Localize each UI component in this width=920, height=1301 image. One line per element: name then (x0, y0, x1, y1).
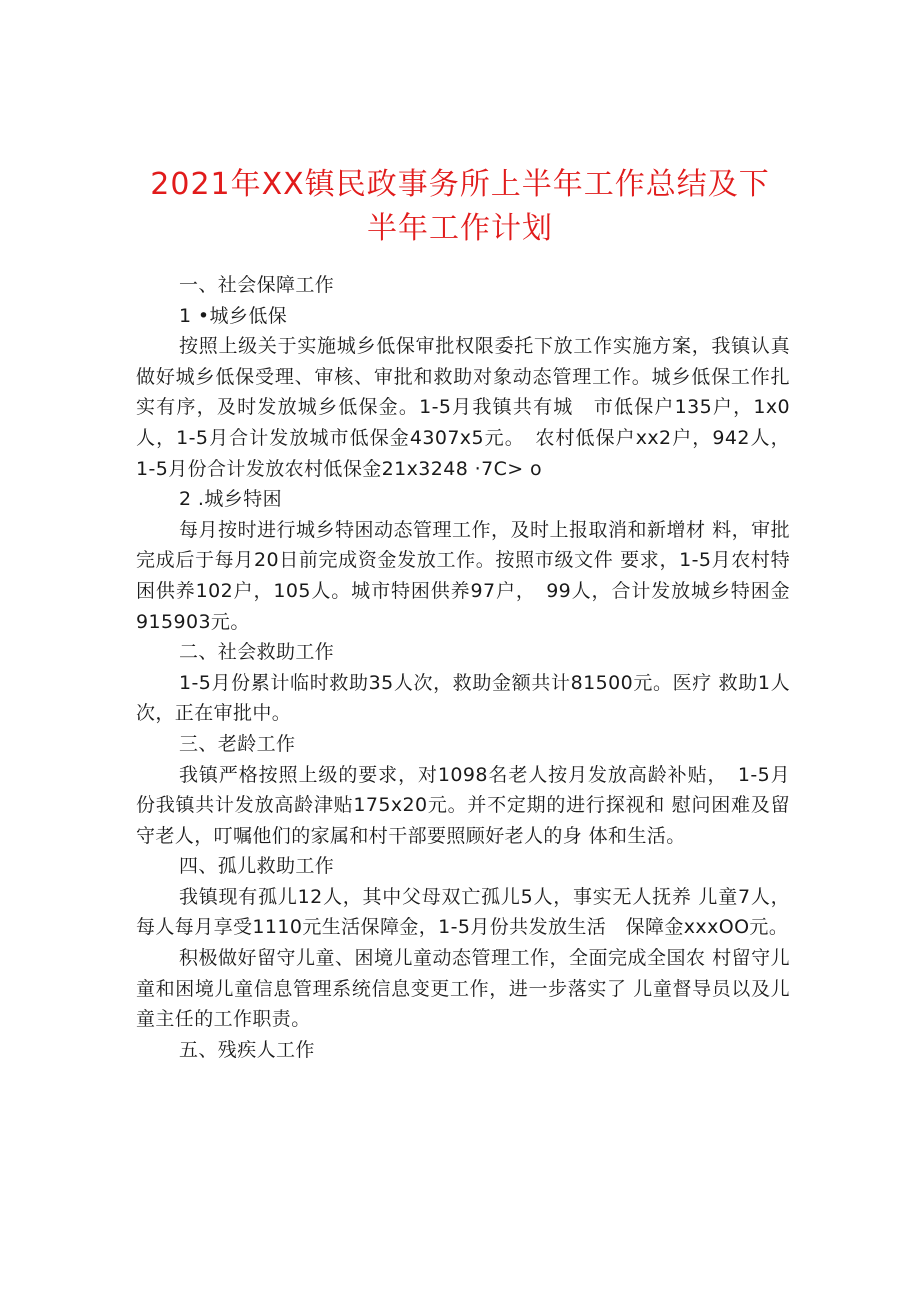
paragraph-elderly: 我镇严格按照上级的要求，对1098名老人按月发放高龄补贴， 1-5月份我镇共计发放高龄津贴175x20元。并不定期的进行探视和 慰问困难及留守老人，叮嘱他们的家属和村干部要照顾好老人的身 体和生活。 (136, 763, 790, 847)
subheading-urban-rural-extreme-poverty: 2 .城乡特困 (179, 488, 282, 511)
paragraph-extreme-poverty: 每月按时进行城乡特困动态管理工作，及时上报取消和新增材 料，审批完成后于每月20日前完成资金发放工作。按照市级文件 要求，1-5月农村特困供养102户，105人。城市特困供养97户， 99人，合计发放城乡特困金915903元。 (136, 518, 790, 633)
paragraph-social-assistance: 1-5月份累计临时救助35人次，救助金额共计81500元。医疗 救助1人次，正在审批中。 (136, 671, 790, 725)
section-heading-elderly: 三、老龄工作 (179, 732, 296, 755)
title-line-1: 2021年XX镇民政事务所上半年工作总结及下 (150, 167, 770, 202)
section-heading-orphan-assistance: 四、孤儿救助工作 (179, 855, 335, 878)
section-heading-social-security: 一、社会保障工作 (179, 274, 335, 296)
paragraph-left-behind-children: 积极做好留守儿童、困境儿童动态管理工作，全面完成全国农 村留守儿童和困境儿童信息管理系统信息变更工作，进一步落实了 儿童督导员以及儿童主任的工作职责。 (136, 947, 790, 1031)
paragraph-minimum-living: 按照上级关于实施城乡低保审批权限委托下放工作实施方案，我镇认真做好城乡低保受理、审核、审批和救助对象动态管理工作。城乡低保工作扎实有序，及时发放城乡低保金。1-5月我镇共有城 市低保户135户，1x0人，1-5月合计发放城市低保金4307x5元。 农村低保户xx2户，942人，1-5月份合计发放农村低保金21x3248 ·7C> o (136, 335, 790, 480)
document-body (136, 270, 790, 1065)
section-heading-social-assistance: 二、社会救助工作 (179, 641, 335, 664)
document-title (120, 163, 800, 251)
title-line-2: 半年工作计划 (367, 211, 553, 246)
section-heading-disabled: 五、残疾人工作 (179, 1038, 315, 1061)
paragraph-orphan-assistance: 我镇现有孤儿12人，其中父母双亡孤儿5人，事实无人抚养 儿童7人，每人每月享受1110元生活保障金，1-5月份共发放生活 保障金xxxOO元。 (136, 885, 790, 939)
subheading-urban-rural-minimum-living: 1 •城乡低保 (179, 304, 288, 327)
